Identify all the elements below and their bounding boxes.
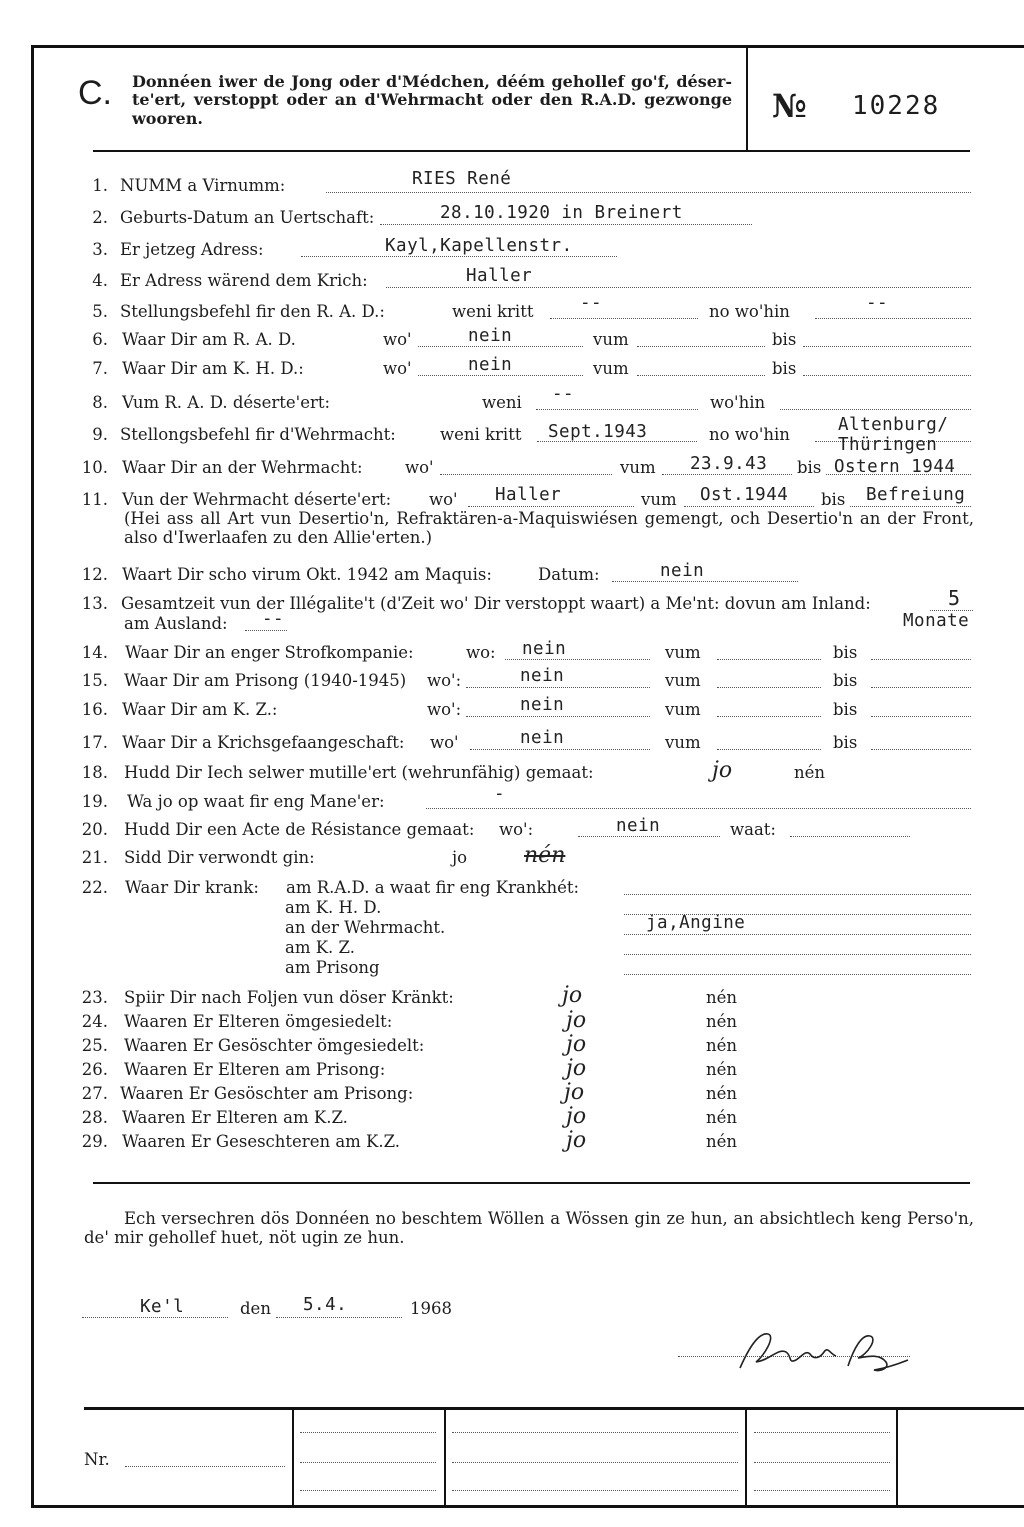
row-number: 2.	[92, 208, 108, 227]
until-label: bis	[833, 700, 858, 719]
fill-line	[418, 375, 583, 376]
date-label: Datum:	[538, 565, 600, 584]
row-number: 24.	[81, 1012, 108, 1031]
no-option: nén	[706, 1060, 738, 1079]
manner-label: Wa jo op waat fir eng Mane'er:	[127, 792, 385, 811]
footer-col	[745, 1409, 747, 1507]
name-label: NUMM a Virnumm:	[120, 176, 286, 195]
fill-line	[717, 687, 821, 688]
where-label: wo'hin	[710, 393, 766, 412]
row-number: 20.	[81, 820, 108, 839]
yes-option: jo	[452, 848, 468, 867]
fill-line	[301, 256, 617, 257]
row-number: 4.	[92, 271, 108, 290]
fill-line	[624, 954, 971, 955]
where-label: no wo'hin	[709, 302, 790, 321]
wehrmacht-until: Ostern 1944	[834, 457, 956, 477]
fill-line	[536, 409, 698, 410]
header-divider	[746, 48, 748, 150]
fill-line	[754, 1490, 890, 1491]
fill-line	[717, 749, 821, 750]
siblings-resettled-label: Waaren Er Gesöschter ömgesiedelt:	[124, 1036, 425, 1055]
from-label: vum	[593, 330, 629, 349]
fill-line	[300, 1462, 436, 1463]
row-number: 6.	[92, 330, 108, 349]
yes-answer: jo	[566, 1104, 587, 1129]
parents-prison-label: Waaren Er Elteren am Prisong:	[124, 1060, 386, 1079]
fill-line	[624, 894, 971, 895]
no-option: nén	[706, 1036, 738, 1055]
from-label: vum	[593, 359, 629, 378]
row-number: 19.	[81, 792, 108, 811]
row-number: 28.	[81, 1108, 108, 1127]
wehrmacht-label: Waar Dir an der Wehrmacht:	[122, 458, 363, 477]
khd-label: Waar Dir am K. H. D.:	[122, 359, 304, 378]
fill-line	[452, 1432, 738, 1433]
number-sign: №	[772, 87, 807, 125]
until-label: bis	[772, 330, 797, 349]
yes-answer: jo	[564, 1080, 585, 1105]
penal-company-where: nein	[522, 639, 567, 659]
from-label: vum	[641, 490, 677, 509]
section-intro: Donnéen iwer de Jong oder d'Médchen, déém gehollef go'f, déser-te'ert, verstoppt oder an d'Wehrmacht oder den R.A.D. gezwonge wooren.	[132, 72, 732, 128]
pow-where: nein	[520, 728, 565, 748]
from-label: vum	[665, 700, 701, 719]
wehrmacht-order-where: Altenburg/	[838, 415, 949, 435]
fill-line	[386, 287, 971, 288]
fill-line	[466, 687, 650, 688]
desertion-until: Befreiung	[866, 485, 966, 505]
fill-line	[815, 318, 971, 319]
rad-order-when: --	[580, 293, 603, 313]
birth-value: 28.10.1920 in Breinert	[440, 203, 683, 223]
row-number: 9.	[92, 425, 108, 444]
place-value: Ke'l	[140, 1297, 185, 1317]
fill-line	[624, 974, 971, 975]
where-label: wo'	[383, 359, 412, 378]
from-label: vum	[665, 733, 701, 752]
row-number: 29.	[81, 1132, 108, 1151]
section-rule	[93, 1182, 970, 1184]
fill-line	[578, 836, 720, 837]
fill-line	[662, 474, 792, 475]
khd-where: nein	[468, 355, 513, 375]
where-label: wo':	[427, 671, 462, 690]
maquis-date: nein	[660, 561, 705, 581]
row-number: 8.	[92, 393, 108, 412]
row-number: 14.	[81, 643, 108, 662]
prison-where: nein	[520, 666, 565, 686]
yes-answer: jo	[712, 758, 733, 783]
siblings-kz-label: Waaren Er Geseschteren am K.Z.	[122, 1132, 401, 1151]
manner-value: -	[494, 784, 506, 804]
fill-line	[300, 1490, 436, 1491]
rad-where: nein	[468, 326, 513, 346]
row-number: 27.	[81, 1084, 108, 1103]
fill-line	[803, 346, 971, 347]
abroad-label: am Ausland:	[124, 614, 228, 633]
fill-line	[82, 1317, 228, 1318]
declaration-text: Ech versechren dös Donnéen no beschtem Wöllen a Wössen gin ze hun, an absichtlech keng Perso'n, de' mir gehollef huet, nöt ugin ze hun.	[84, 1209, 974, 1248]
no-option: nén	[706, 1084, 738, 1103]
what-label: waat:	[730, 820, 776, 839]
address-label: Er jetzeg Adress:	[120, 240, 264, 259]
until-label: bis	[833, 643, 858, 662]
row-number: 23.	[81, 988, 108, 1007]
where-label: wo':	[427, 700, 462, 719]
fill-line	[871, 749, 971, 750]
prison-label: Waar Dir am Prisong (1940-1945)	[124, 671, 407, 690]
fill-line	[624, 934, 971, 935]
row-number: 21.	[81, 848, 108, 867]
when-label: weni	[482, 393, 522, 412]
row-number: 26.	[81, 1060, 108, 1079]
row-number: 22.	[81, 878, 108, 897]
fill-line	[754, 1462, 890, 1463]
row-number: 13.	[81, 594, 108, 613]
war-address-label: Er Adress wärend dem Krich:	[120, 271, 368, 290]
maquis-label: Waart Dir scho virum Okt. 1942 am Maquis:	[122, 565, 492, 584]
no-option: nén	[706, 1108, 738, 1127]
rad-label: Waar Dir am R. A. D.	[122, 330, 296, 349]
fill-line	[684, 506, 814, 507]
rad-order-label: Stellungsbefehl fir den R. A. D.:	[120, 302, 385, 321]
where-label: wo':	[499, 820, 534, 839]
desertion-note: (Hei ass all Art vun Desertio'n, Refraktären-a-Maquiswiésen gemengt, och Desertio'n an der Front, also d'Iwerlaafen zu den Allie'erten.)	[124, 509, 974, 547]
from-label: vum	[665, 643, 701, 662]
wehrmacht-order-label: Stellongsbefehl fir d'Wehrmacht:	[120, 425, 396, 444]
fill-line	[637, 346, 765, 347]
fill-line	[125, 1466, 285, 1467]
yes-answer: jo	[566, 1128, 587, 1153]
no-option: nén	[706, 1132, 738, 1151]
until-label: bis	[821, 490, 846, 509]
yes-answer: jo	[566, 1032, 587, 1057]
fill-line	[871, 716, 971, 717]
siblings-prison-label: Waaren Er Gesöschter am Prisong:	[120, 1084, 414, 1103]
desertion-from: Ost.1944	[700, 485, 789, 505]
fill-line	[754, 1432, 890, 1433]
fill-line	[780, 409, 971, 410]
fill-line	[790, 836, 910, 837]
name-value: RIES René	[412, 169, 512, 189]
where-label: wo'	[405, 458, 434, 477]
fill-line	[245, 630, 287, 631]
where-label: wo:	[466, 643, 496, 662]
desertion-where: Haller	[495, 485, 562, 505]
no-option: nén	[706, 1012, 738, 1031]
fill-line	[470, 749, 650, 750]
consequences-label: Spiir Dir nach Foljen vun döser Kränkt:	[124, 988, 454, 1007]
row-number: 17.	[81, 733, 108, 752]
row-number: 12.	[81, 565, 108, 584]
section-letter: C.	[78, 74, 112, 112]
fill-line	[803, 375, 971, 376]
fill-line	[717, 716, 821, 717]
birth-label: Geburts-Datum an Uertschaft:	[120, 208, 375, 227]
wehrmacht-order-when: Sept.1943	[548, 422, 648, 442]
fill-line	[505, 659, 650, 660]
self-mutilation-label: Hudd Dir Iech selwer mutille'ert (wehrunfähig) gemaat:	[124, 763, 594, 782]
fill-line	[452, 1462, 738, 1463]
den-label: den	[240, 1299, 271, 1318]
pow-label: Waar Dir a Krichsgefaangeschaft:	[122, 733, 405, 752]
rad-desert-label: Vum R. A. D. déserte'ert:	[122, 393, 331, 412]
sick-sub: am K. H. D.	[285, 898, 382, 917]
fill-line	[418, 346, 583, 347]
fill-line	[850, 506, 971, 507]
row-number: 5.	[92, 302, 108, 321]
signature	[730, 1320, 910, 1380]
from-label: vum	[665, 671, 701, 690]
row-number: 10.	[81, 458, 108, 477]
fill-line	[871, 659, 971, 660]
war-address-value: Haller	[466, 266, 533, 286]
yes-answer: jo	[566, 1056, 587, 1081]
resistance-label: Hudd Dir een Acte de Résistance gemaat:	[124, 820, 475, 839]
no-answer: nén	[524, 843, 566, 868]
wehrmacht-from: 23.9.43	[690, 454, 768, 474]
fill-line	[612, 581, 798, 582]
sick-sub: am Prisong	[285, 958, 380, 977]
fill-line	[380, 224, 752, 225]
penal-company-label: Waar Dir an enger Strofkompanie:	[125, 643, 414, 662]
row-number: 11.	[81, 490, 108, 509]
fill-line	[466, 716, 650, 717]
year-label: 1968	[410, 1299, 452, 1318]
sick-sub: an der Wehrmacht.	[285, 918, 446, 937]
fill-line	[276, 1317, 402, 1318]
kz-label: Waar Dir am K. Z.:	[122, 700, 278, 719]
fill-line	[300, 1432, 436, 1433]
wounded-label: Sidd Dir verwondt gin:	[124, 848, 315, 867]
sick-sub: am K. Z.	[285, 938, 355, 957]
row-number: 18.	[81, 763, 108, 782]
row-number: 1.	[92, 176, 108, 195]
months-unit: Monate	[903, 611, 970, 631]
where-label: no wo'hin	[709, 425, 790, 444]
where-label: wo'	[429, 490, 458, 509]
until-label: bis	[797, 458, 822, 477]
until-label: bis	[772, 359, 797, 378]
row-number: 3.	[92, 240, 108, 259]
fill-line	[871, 687, 971, 688]
fill-line	[326, 192, 971, 193]
when-label: weni kritt	[440, 425, 522, 444]
desertion-label: Vun der Wehrmacht déserte'ert:	[122, 490, 392, 509]
header-rule	[93, 150, 970, 152]
fill-line	[717, 659, 821, 660]
sick-sub: am R.A.D. a waat fir eng Krankhét:	[286, 878, 580, 897]
no-option: nén	[706, 988, 738, 1007]
footer-col	[444, 1409, 446, 1507]
fill-line	[452, 1490, 738, 1491]
fill-line	[637, 375, 765, 376]
footer-col	[896, 1409, 898, 1507]
kz-where: nein	[520, 695, 565, 715]
parents-resettled-label: Waaren Er Elteren ömgesiedelt:	[124, 1012, 393, 1031]
inland-months: 5	[948, 586, 961, 610]
yes-answer: jo	[566, 1008, 587, 1033]
nr-label: Nr.	[84, 1450, 110, 1469]
where-label: wo'	[383, 330, 412, 349]
footer-col	[292, 1409, 294, 1507]
where-label: wo'	[430, 733, 459, 752]
from-label: vum	[620, 458, 656, 477]
fill-line	[426, 808, 971, 809]
address-value: Kayl,Kapellenstr.	[385, 236, 573, 256]
parents-kz-label: Waaren Er Elteren am K.Z.	[122, 1108, 348, 1127]
form-number: 10228	[852, 91, 941, 121]
abroad-months: --	[262, 609, 285, 629]
rad-desert-when: --	[552, 384, 575, 404]
footer-rule	[84, 1407, 1024, 1410]
fill-line	[550, 318, 698, 319]
date-value: 5.4.	[303, 1295, 348, 1315]
row-number: 16.	[81, 700, 108, 719]
sick-wehrmacht-value: ja,Angine	[646, 913, 746, 933]
fill-line	[468, 506, 634, 507]
sick-label: Waar Dir krank:	[125, 878, 259, 897]
row-number: 7.	[92, 359, 108, 378]
fill-line	[440, 474, 612, 475]
illegality-label: Gesamtzeit vun der Illégalite't (d'Zeit wo' Dir verstoppt waart) a Me'nt: dovun am Inland:	[121, 594, 871, 613]
row-number: 25.	[81, 1036, 108, 1055]
when-label: weni kritt	[452, 302, 534, 321]
row-number: 15.	[81, 671, 108, 690]
wehrmacht-order-where-2: Thüringen	[838, 435, 938, 455]
rad-order-where: --	[866, 293, 889, 313]
until-label: bis	[833, 671, 858, 690]
yes-answer: jo	[562, 983, 583, 1008]
until-label: bis	[833, 733, 858, 752]
no-option: nén	[794, 763, 826, 782]
resistance-where: nein	[616, 816, 661, 836]
